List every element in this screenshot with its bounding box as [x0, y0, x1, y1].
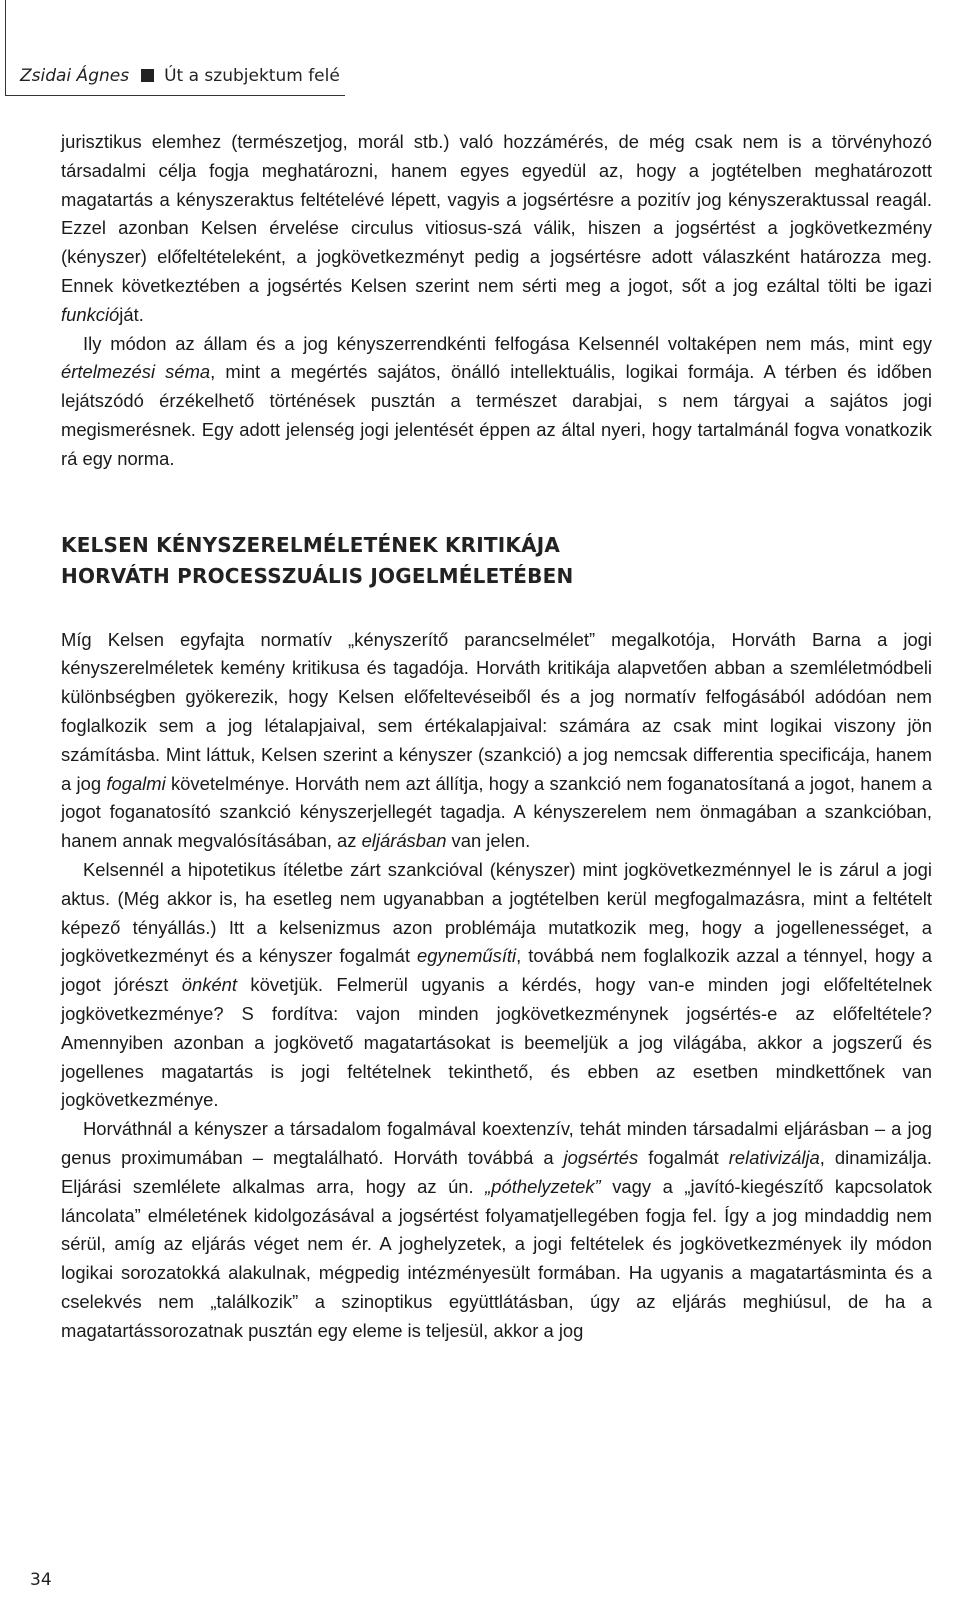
paragraph [61, 128, 932, 330]
paragraph [61, 856, 932, 1115]
italic-text: egyneműsíti [416, 945, 517, 967]
paragraph [61, 330, 932, 474]
italic-text: eljárásban [361, 830, 447, 852]
section-heading-line: KELSEN KÉNYSZERELMÉLETÉNEK KRITIKÁJA [61, 532, 561, 557]
italic-text: értelmezési séma [61, 361, 211, 383]
text-run: Horváthnál a kényszer a társadalom fogalmával koextenzív, tehát minden társadalmi eljárásban – a jog genus proximumában – megtalálható. Horváth továbbá a [61, 1118, 932, 1168]
text-run: Kelsennél a hipotetikus ítéletbe zárt szankcióval (kényszer) mint jogkövetkezménnyel le is zárul a jogi aktus. (Még akkor is, ha esetleg nem ugyanabban a jogtételben kerül megfogalmazásra, mint a feltételt képező tényállás.) Itt a kelsenizmus azon problémája mutatkozik meg, hogy a jogellenességet, a jogkövetkezményt és a kényszer fogalmát [61, 858, 932, 967]
text-run: , mint a megértés sajátos, önálló intellektuális, logikai formája. A térben és időben lejátszódó érzékelhető történések pusztán a természet darabjai, s nem tárgyai a sajátos jogi megismerésnek. Egy adott jelenség jogi jelentését éppen az által nyeri, hogy tartalmánál fogva vonatkozik rá egy norma. [61, 361, 932, 469]
text-run: van jelen. [446, 830, 531, 852]
text-run: követelménye. Horváth nem azt állítja, hogy a szankció nem foganatosítaná a jogot, hanem a jogot foganatosító szankció kényszerjellegét tagadja. A kényszerelem nem önmagában a szankcióban, hanem annak megvalósításában, az [61, 772, 932, 852]
text-run: követjük. Felmerül ugyanis a kérdés, hogy van-e minden jogi előfeltételnek jogkövetkezménye? S fordítva: vajon minden jogkövetkezménynek jogsértés-e az előfeltétele? Amennyiben azonban a jogkövető magatartásokat is beemeljük a jog világába, akkor a jogszerű és jogellenes magatartás is jogi feltételnek tekinthető, és ebben az esetben mindkettőnek van jogkövetkezménye. [61, 974, 932, 1111]
text-run: fogalmát [638, 1146, 729, 1168]
header-underline-rule [5, 95, 345, 96]
square-bullet-icon [141, 69, 154, 82]
text-run: ját. [119, 303, 144, 325]
text-run: , továbbá nem foglalkozik azzal a ténnyel, hogy a jogot jórészt [61, 945, 932, 996]
header-author: Zsidai Ágnes [20, 66, 130, 86]
section-heading [61, 530, 932, 592]
italic-text: jogsértés [563, 1146, 639, 1168]
text-run: vagy a „javító-kiegészítő kapcsolatok láncolata” elméletének kidolgozásával a jogsértést folyamatjellegében fogja fel. Így a jog mindaddig nem sérül, amíg az eljárás véget nem ér. A joghelyzetek, a jogi feltételek és jogkövetkezmények ily módon logikai sorozatokká alakulnak, mégpedig intézményesült formában. Ha ugyanis a magatartásminta és a cselekvés nem „találkozik” a szinoptikus együttlátásban, úgy az eljárás meghiúsul, de ha a magatartássorozatnak pusztán egy eleme is teljesül, akkor a jog [61, 1175, 933, 1341]
text-run: Ily módon az állam és a jog kényszerrendkénti felfogása Kelsennél voltaképen nem más, mint egy [83, 332, 932, 354]
header-title: Út a szubjektum felé [164, 66, 340, 86]
page-number: 34 [30, 1570, 52, 1590]
page-body [61, 128, 932, 1345]
paragraph [61, 626, 932, 856]
italic-text: relativizálja [728, 1146, 820, 1168]
italic-text: önként [181, 974, 238, 996]
section-heading-line: HORVÁTH PROCESSZUÁLIS JOGELMÉLETÉBEN [61, 563, 574, 588]
text-run: , dinamizálja. Eljárási szemlélete alkalmas arra, hogy az ún. [61, 1146, 933, 1197]
italic-text: funkció [61, 303, 120, 325]
running-header [20, 66, 340, 86]
italic-text: „póthelyzetek” [485, 1175, 601, 1197]
header-vertical-rule [5, 0, 6, 96]
paragraph [61, 1115, 932, 1345]
text-run: jurisztikus elemhez (természetjog, morál stb.) való hozzámérés, de még csak nem is a törvényhozó társadalmi célja fogja meghatározni, hanem egyes egyedül az, hogy a jogtételben meghatározott magatartás a kényszeraktus feltételévé lépett, vagyis a jogsértésre a pozitív jog kényszeraktussal reagál. Ezzel azonban Kelsen érvelése circulus vitiosus-szá válik, hiszen a jogsértést a jogkövetkezmény (kényszer) előfeltételeként, a jogkövetkezményt pedig a jogsértésre adott válaszként határozza meg. Ennek következtében a jogsértés Kelsen szerint nem sérti meg a jogot, sőt a jog ezáltal tölti be igazi [61, 131, 932, 296]
text-run: Míg Kelsen egyfajta normatív „kényszerítő parancselmélet” megalkotója, Horváth Barna a jogi kényszerelméletek kemény kritikusa és tagadója. Horváth kritikája alapvetően abban a szemléletmódbeli különbségben gyökerezik, hogy Kelsen előfeltevéseiből és a jog normatív felfogásából adódóan nem foglalkozik sem a jog létalapjaival, sem értékalapjaival: számára az csak mint logikai viszony jön számításba. Mint láttuk, Kelsen szerint a kényszer (szankció) a jog nemcsak differentia specificája, hanem a jog [61, 628, 932, 794]
italic-text: fogalmi [106, 772, 166, 794]
